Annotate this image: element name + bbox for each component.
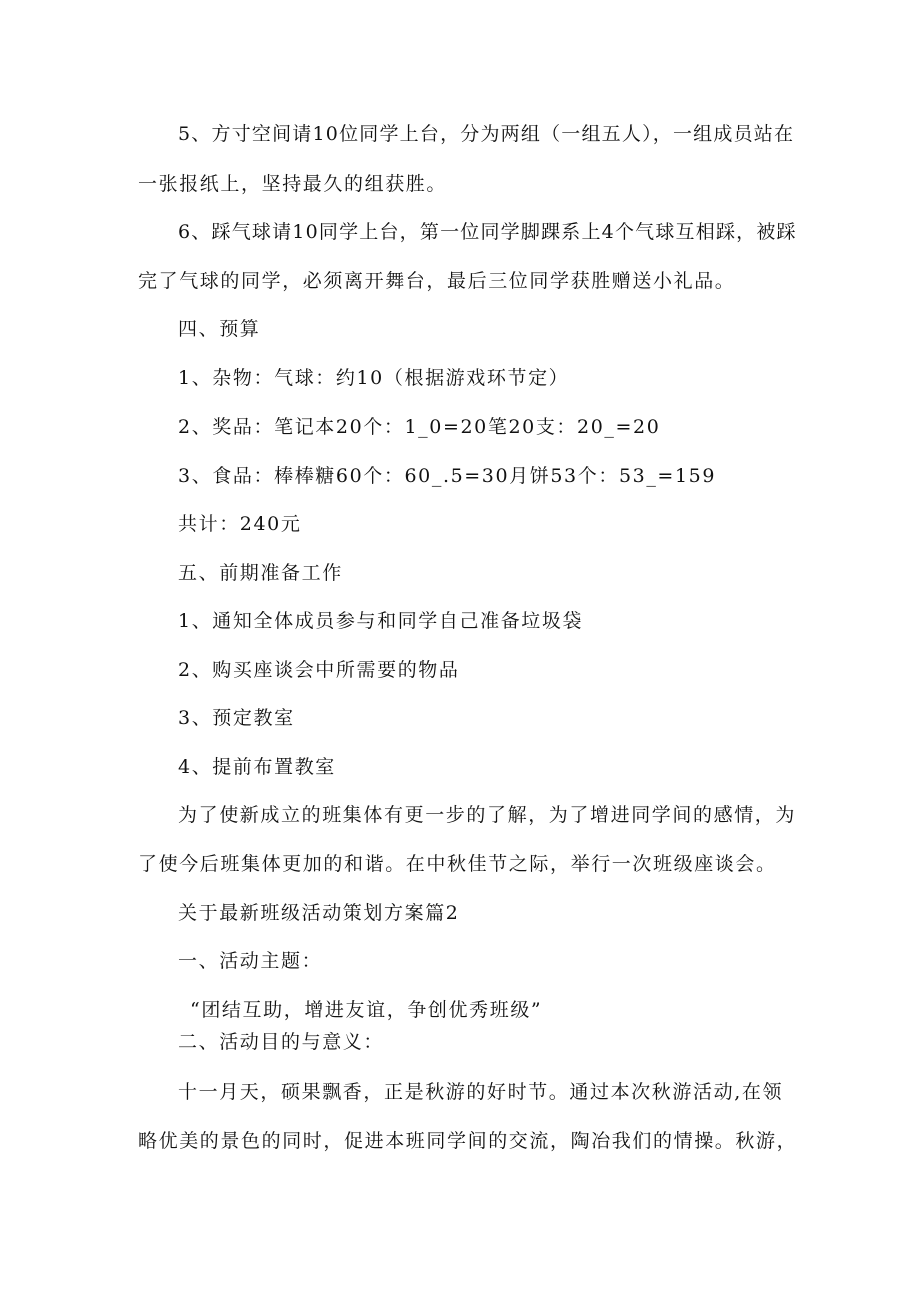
text-line: 4、提前布置教室 — [178, 756, 336, 778]
text-line: 5、方寸空间请10位同学上台，分为两组（一组五人），一组成员站在 — [178, 123, 795, 145]
text-line: 一张报纸上，坚持最久的组获胜。 — [138, 173, 448, 195]
text-line: 完了气球的同学，必须离开舞台，最后三位同学获胜赠送小礼品。 — [138, 270, 736, 292]
text-line: 2、奖品：笔记本20个：1_0=20笔20支：20_=20 — [178, 416, 661, 438]
text-line: 2、购买座谈会中所需要的物品 — [178, 659, 460, 681]
section-heading: 四、预算 — [178, 318, 261, 340]
text-line: 为了使新成立的班集体有更一步的了解，为了增进同学间的感情，为 — [178, 804, 797, 826]
article-title: 关于最新班级活动策划方案篇2 — [178, 902, 460, 924]
text-line: 3、预定教室 — [178, 707, 295, 729]
text-line: 1、杂物：气球：约10（根据游戏环节定） — [178, 367, 570, 389]
text-line: 1、通知全体成员参与和同学自己准备垃圾袋 — [178, 610, 584, 632]
theme-quote: “团结互助，增进友谊，争创优秀班级” — [190, 999, 543, 1021]
section-heading: 一、活动主题： — [178, 950, 323, 972]
text-line: 6、踩气球请10同学上台，第一位同学脚踝系上4个气球互相踩，被踩 — [178, 221, 797, 243]
text-line: 十一月天，硕果飘香，正是秋游的好时节。通过本次秋游活动,在领 — [178, 1081, 784, 1103]
section-heading: 二、活动目的与意义： — [178, 1031, 385, 1053]
text-line: 共计：240元 — [178, 513, 302, 535]
text-line: 略优美的景色的同时，促进本班同学间的交流，陶冶我们的情操。秋游， — [138, 1130, 798, 1152]
text-line: 3、食品：棒棒糖60个：60_.5=30月饼53个：53_=159 — [178, 465, 717, 487]
text-line: 了使今后班集体更加的和谐。在中秋佳节之际，举行一次班级座谈会。 — [138, 853, 777, 875]
section-heading: 五、前期准备工作 — [178, 562, 343, 584]
